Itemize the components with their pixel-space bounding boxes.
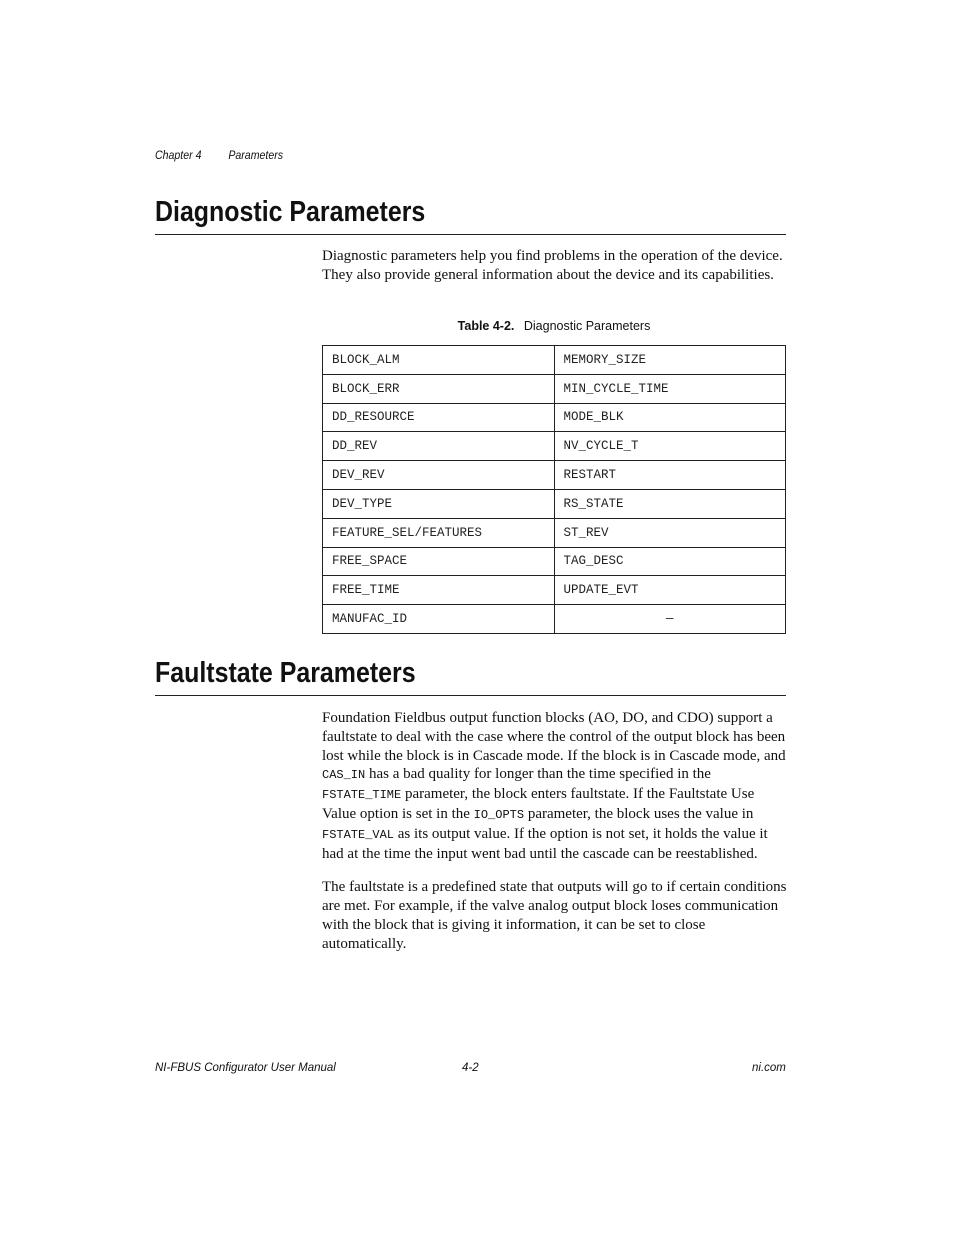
table-cell: MIN_CYCLE_TIME bbox=[554, 374, 786, 403]
table-cell: NV_CYCLE_T bbox=[554, 432, 786, 461]
code-fstate-val: FSTATE_VAL bbox=[322, 827, 395, 842]
table-label: Table 4-2. bbox=[457, 319, 515, 333]
table-row bbox=[323, 346, 786, 375]
table-cell: DD_RESOURCE bbox=[323, 403, 555, 432]
code-io-opts: IO_OPTS bbox=[473, 807, 525, 822]
table-cell: DEV_TYPE bbox=[323, 489, 555, 518]
footer-site: ni.com bbox=[752, 1062, 786, 1074]
heading-rule bbox=[155, 695, 786, 696]
table-cell: TAG_DESC bbox=[554, 547, 786, 576]
faultstate-paragraph-2: The faultstate is a predefined state that outputs will go to if certain conditions are met. For example, if the valve analog output block loses communication with the block that is giving it information, it can be set to close automatically. bbox=[322, 879, 787, 952]
section-label: Parameters bbox=[228, 150, 284, 162]
running-header bbox=[155, 150, 283, 162]
faultstate-heading: Faultstate Parameters bbox=[155, 657, 416, 689]
text-run: has a bad quality for longer than the time specified in the bbox=[365, 766, 711, 783]
diagnostic-heading: Diagnostic Parameters bbox=[155, 196, 426, 228]
text-run: parameter, the block enters faultstate. If the Faultstate Use Value option is set in the bbox=[322, 786, 755, 822]
table-cell: RESTART bbox=[554, 461, 786, 490]
table-cell: FREE_SPACE bbox=[323, 547, 555, 576]
table-cell: MANUFAC_ID bbox=[323, 605, 555, 634]
table-cell: BLOCK_ERR bbox=[323, 374, 555, 403]
table-row bbox=[323, 576, 786, 605]
table-cell: BLOCK_ALM bbox=[323, 346, 555, 375]
text-run: Foundation Fieldbus output function blocks (AO, DO, and CDO) support a faultstate to deal with the case where the control of the output block has been lost while the block is in Cascade mode. If the block is in Cascade mode, and bbox=[322, 710, 786, 764]
table-cell: UPDATE_EVT bbox=[554, 576, 786, 605]
table-title: Diagnostic Parameters bbox=[523, 319, 651, 333]
diagnostic-parameters-table bbox=[322, 345, 786, 634]
table-cell: RS_STATE bbox=[554, 489, 786, 518]
footer-page-number: 4-2 bbox=[462, 1062, 479, 1074]
faultstate-body bbox=[322, 709, 788, 954]
text-run: as its output value. If the option is not set, it holds the value it had at the time the input went bad until the cascade can be reestablished. bbox=[322, 825, 768, 862]
empty-cell-dash: — bbox=[554, 605, 786, 634]
table-cell: MODE_BLK bbox=[554, 403, 786, 432]
code-cas-in: CAS_IN bbox=[322, 768, 366, 783]
table-row bbox=[323, 605, 786, 634]
table-cell: FEATURE_SEL/FEATURES bbox=[323, 518, 555, 547]
table-row bbox=[323, 403, 786, 432]
text-run: parameter, the block uses the value in bbox=[524, 805, 754, 822]
table-row bbox=[323, 432, 786, 461]
diagnostic-intro bbox=[322, 247, 788, 285]
code-fstate-time: FSTATE_TIME bbox=[322, 788, 402, 803]
chapter-label: Chapter 4 bbox=[155, 150, 202, 162]
table-row bbox=[323, 374, 786, 403]
diagnostic-intro-text: Diagnostic parameters help you find problems in the operation of the device. They also provide general information about the device and its capabilities. bbox=[322, 248, 783, 283]
table-row bbox=[323, 547, 786, 576]
table-cell: DEV_REV bbox=[323, 461, 555, 490]
table-row bbox=[323, 461, 786, 490]
table-cell: DD_REV bbox=[323, 432, 555, 461]
table-row bbox=[323, 518, 786, 547]
faultstate-paragraph-1 bbox=[322, 709, 788, 863]
table-cell: FREE_TIME bbox=[323, 576, 555, 605]
table-caption bbox=[322, 319, 786, 333]
heading-rule bbox=[155, 234, 786, 235]
table-row bbox=[323, 489, 786, 518]
footer-manual-title: NI-FBUS Configurator User Manual bbox=[155, 1062, 336, 1074]
table-cell: MEMORY_SIZE bbox=[554, 346, 786, 375]
table-cell: ST_REV bbox=[554, 518, 786, 547]
